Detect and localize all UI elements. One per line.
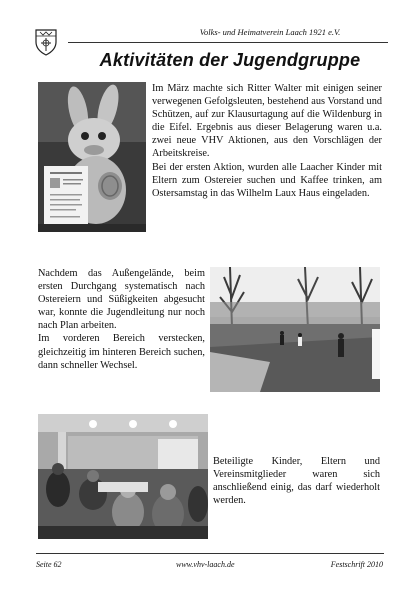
text-block-2 xyxy=(38,267,205,372)
header-divider xyxy=(68,42,388,43)
crest-logo xyxy=(34,28,58,56)
publication-name: Festschrift 2010 xyxy=(330,560,383,569)
paragraph: Im März machte sich Ritter Walter mit einigen seiner verwegenen Gefolgsleuten, bestehend aus Vorstand und Schützen, auf zur Klausurtagung auf die Wildenburg in die Eifel. Ergebnis aus dieser Belagerung waren u.a. zwei neue VHV Aktionen, aus den Vorschlägen der Arbeitskreise. xyxy=(152,83,382,160)
photo-outdoor-egg-hunt xyxy=(210,267,380,392)
article-title: Aktivitäten der Jugendgruppe xyxy=(99,50,361,70)
text-block-1 xyxy=(152,82,382,200)
text-block-3 xyxy=(213,455,380,507)
page-number: Seite 62 xyxy=(36,560,62,569)
paragraph: Bei der ersten Aktion, wurden alle Laacher Kinder mit Eltern zum Ostereier suchen und Kaffee trinken, am Ostersamstag in das Wilhelm Laux Haus eingeladen. xyxy=(152,161,382,199)
header-title: Volks- und Heimatverein Laach 1921 e.V. xyxy=(199,27,341,37)
paragraph: Beteiligte Kinder, Eltern und Vereinsmitglieder waren sich anschließend einig, das darf wiederholt werden. xyxy=(213,456,380,507)
footer-url: www.vhv-laach.de xyxy=(176,560,235,569)
paragraph: Im vorderen Bereich verstecken, gleichzeitig im hinteren Bereich suchen, dann schneller Wechsel. xyxy=(38,333,205,371)
footer-divider xyxy=(36,553,384,554)
photo-indoor-coffee xyxy=(38,414,208,539)
photo-easter-bunny xyxy=(38,82,146,232)
paragraph: Nachdem das Außengelände, beim ersten Durchgang systematisch nach Ostereiern und Süßigkeiten abgesucht war, konnte die Jugendleitung nur noch nach Plan arbeiten. xyxy=(38,268,205,332)
